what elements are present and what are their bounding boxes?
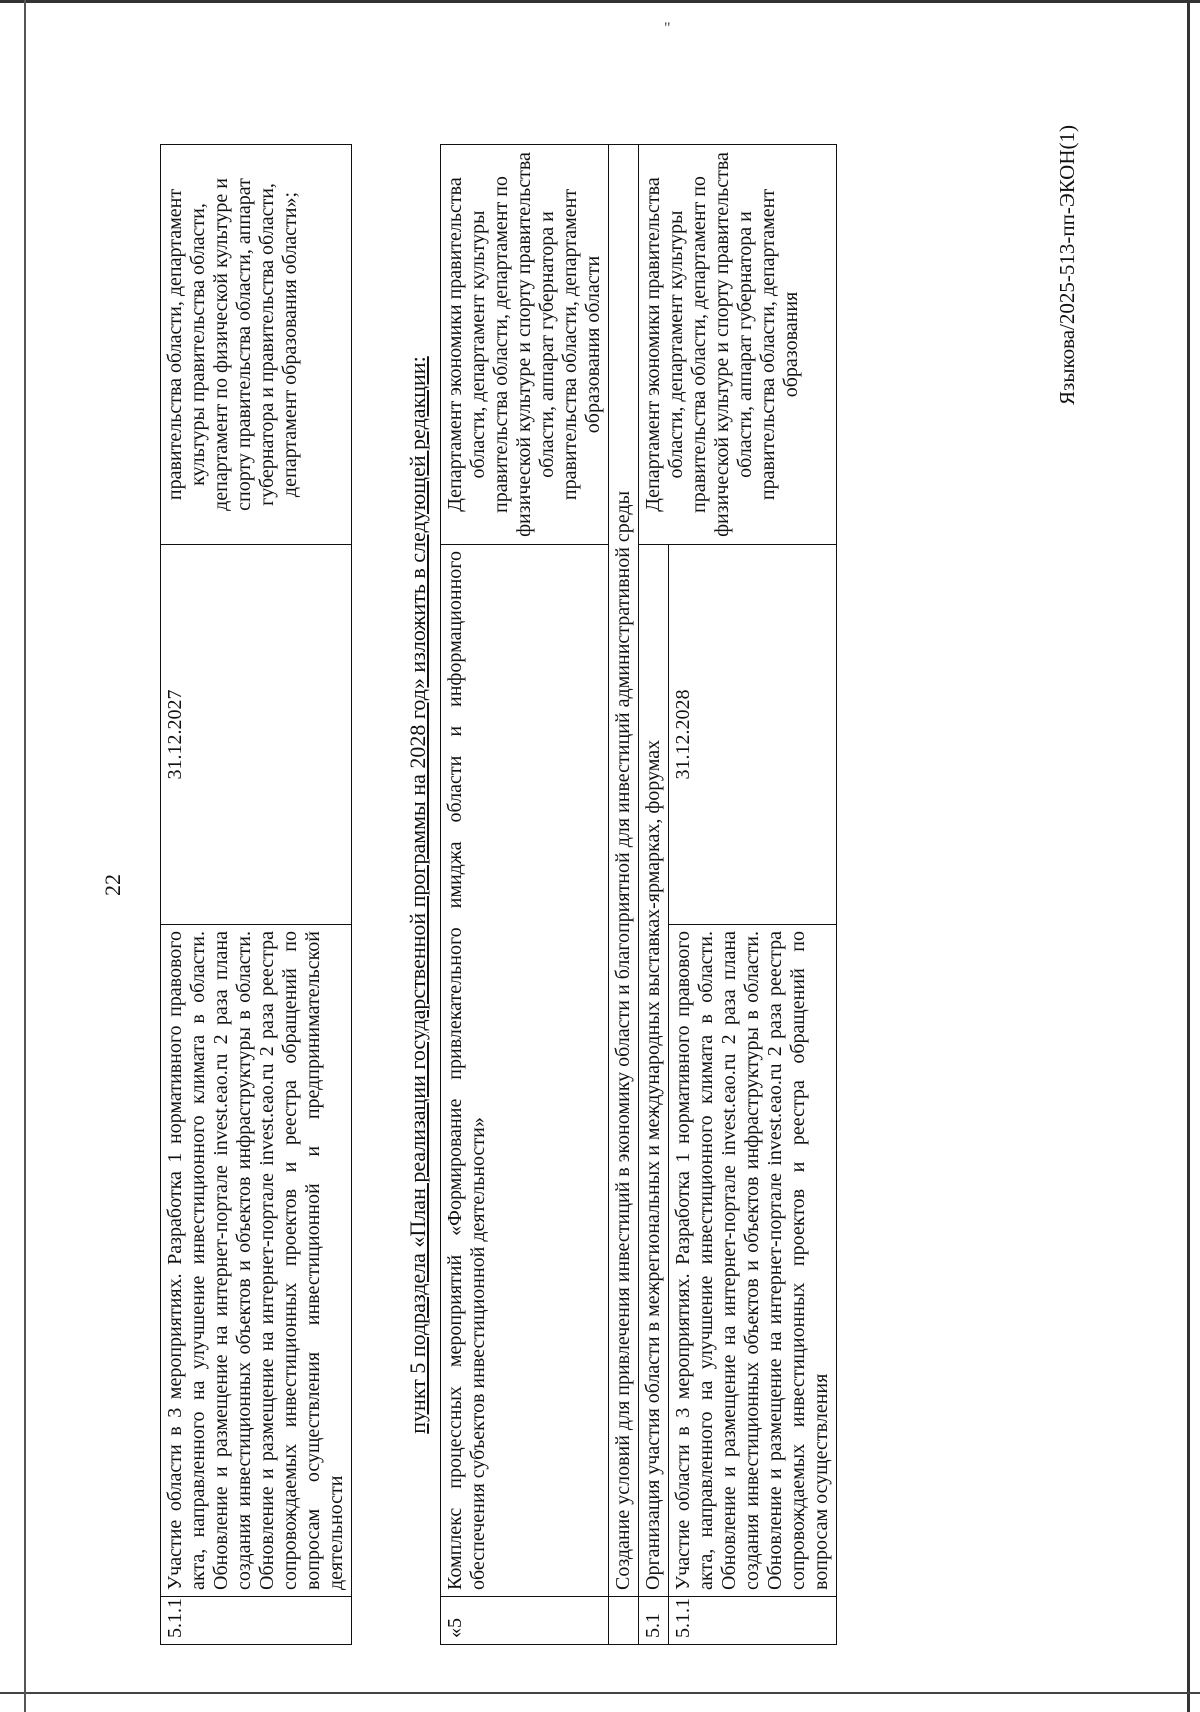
row-description: Комплекс процессных мероприятий «Формирование привлекательного имиджа области и информационного обеспечения субъектов инвестиционной деятельности» xyxy=(441,545,609,1597)
scan-frame-bottom xyxy=(0,1692,1200,1694)
page-number: 22 xyxy=(100,874,125,896)
row-date: 31.12.2027 xyxy=(161,545,352,925)
row-description: Участие области в 3 мероприятиях. Разработка 1 нормативного правового акта, направленного на улучшение инвестиционного климата в области. Обновление и размещение на интернет-портале invest.eao.ru 2 раза плана создания инвестиционных объектов и объектов инфраструктуры в области. Обновление и размещение на интернет-портале invest.eao.ru 2 раза реестра сопровождаемых инвестиционных проектов и реестра обращений по вопросам осуществления xyxy=(669,925,837,1597)
row-description: Организация участия области в межрегиональных и международных выставках-ярмарках, форумах xyxy=(639,545,669,1597)
scan-frame-left xyxy=(24,0,26,1712)
table-row xyxy=(609,145,639,1645)
second-table xyxy=(440,144,837,1645)
task-row: Создание условий для привлечения инвестиций в экономику области и благоприятной для инвестиций административной среды xyxy=(609,145,639,1597)
empty-cell xyxy=(609,1597,639,1645)
row-number: «5 xyxy=(441,1597,609,1645)
row-description: Участие области в 3 мероприятиях. Разработка 1 нормативного правового акта, направленного на улучшение инвестиционного климата в области. Обновление и размещение на интернет-портале invest.eao.ru 2 раза плана создания инвестиционных объектов и объектов инфраструктуры в области. Обновление и размещение на интернет-портале invest.eao.ru 2 раза реестра сопровождаемых инвестиционных проектов и реестра обращений по вопросам осуществления инвестиционной и предпринимательской деятельности xyxy=(161,925,352,1597)
row-number: 5.1 xyxy=(639,1597,669,1645)
footer-reference: Языкова/2025-513-пп-ЭКОН(1) xyxy=(1055,125,1079,405)
row-number: 5.1.1 xyxy=(669,1597,837,1645)
section-heading: пункт 5 подраздела «План реализации государственной программы на 2028 год» изложить в следующей редакции: xyxy=(405,356,430,1434)
scan-frame-top xyxy=(0,0,1200,3)
table-row xyxy=(639,145,669,1645)
row-responsible: Департамент экономики правительства области, департамент культуры правительства области, департамент по физической культуре и спорту правительства области, аппарат губернатора и правительства области, департамент образования xyxy=(639,145,837,545)
row-number: 5.1.1 xyxy=(161,1597,352,1645)
table-row xyxy=(161,145,352,1645)
row-responsible: Департамент экономики правительства области, департамент культуры правительства области, департамент по физической культуре и спорту правительства области, аппарат губернатора и правительства области, департамент образования области xyxy=(441,145,609,545)
scan-frame-right xyxy=(1187,0,1190,1712)
first-table xyxy=(160,144,352,1645)
scan-mark: " xyxy=(664,20,671,37)
rotated-page xyxy=(100,125,1110,1645)
row-date: 31.12.2028 xyxy=(669,545,837,925)
row-responsible: правительства области, департамент культуры правительства области, департамент по физической культуре и спорту правительства области, аппарат губернатора и правительства области, департамент образования области»; xyxy=(161,145,352,545)
table-row xyxy=(441,145,609,1645)
